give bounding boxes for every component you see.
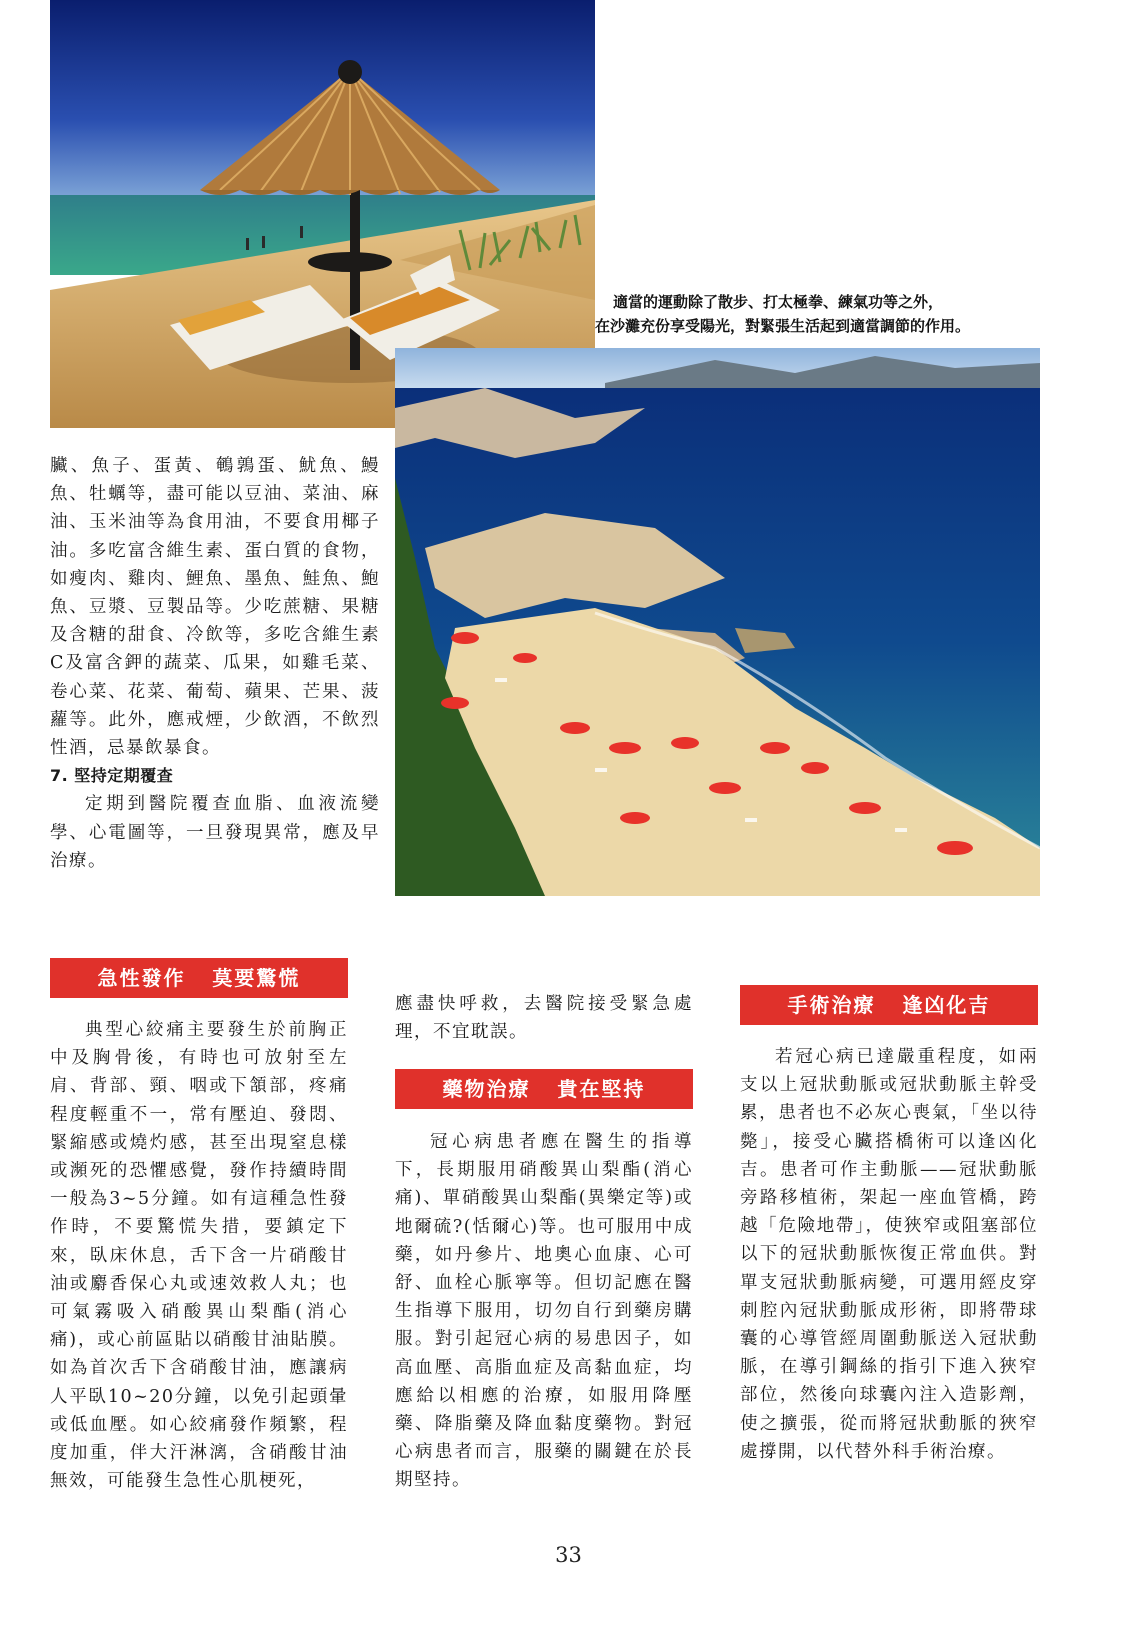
regular-checkup-subhead: 7. 堅持定期覆查 [50,766,174,786]
caption-line-1: 適當的運動除了散步、打太極拳、練氣功等之外， [613,293,944,311]
rocky-cove-beach-photo [395,348,1040,896]
regular-checkup-paragraph: 定期到醫院覆查血脂、血液流變學、心電圖等，一旦發現異常，應及早治療。 [50,794,380,871]
cove-illustration [395,348,1040,896]
acute-attack-column [50,1016,348,1495]
acute-attack-continued [395,990,693,1046]
drug-treatment-column [395,1128,693,1495]
surgery-heading: 手術治療 逢凶化吉 [740,985,1038,1025]
diet-advice-paragraph: 臟、魚子、蛋黃、鵪鶉蛋、魷魚、鰻魚、牡蠣等，盡可能以豆油、菜油、麻油、玉米油等為食用油，不要食用椰子油。多吃富含維生素、蛋白質的食物，如瘦肉、雞肉、鯉魚、墨魚、鮭魚、鮑魚、豆漿、豆製品等。少吃蔗糖、果糖及含糖的甜食、冷飲等，多吃含維生素C及富含鉀的蔬菜、瓜果，如雞毛菜、卷心菜、花菜、葡萄、蘋果、芒果、菠蘿等。此外，應戒煙，少飲酒，不飲烈性酒，忌暴飲暴食。 [50,456,380,759]
acute-attack-paragraph: 典型心絞痛主要發生於前胸正中及胸骨後，有時也可放射至左肩、背部、頸、咽或下頷部，疼痛程度輕重不一，常有壓迫、發悶、緊縮感或燒灼感，甚至出現窒息樣或瀕死的恐懼感覺，發作持續時間一般為3~5分鐘。如有這種急性發作時，不要驚慌失措，要鎮定下來，臥床休息，舌下含一片硝酸甘油或麝香保心丸或速效救人丸；也可氣霧吸入硝酸異山梨酯(消心痛)，或心前區貼以硝酸甘油貼膜。如為首次舌下含硝酸甘油，應讓病人平臥10~20分鐘，以免引起頭暈或低血壓。如心絞痛發作頻繁，程度加重，伴大汗淋漓，含硝酸甘油無效，可能發生急性心肌梗死， [50,1020,348,1492]
acute-attack-heading: 急性發作 莫要驚慌 [50,958,348,998]
acute-attack-continued-paragraph: 應盡快呼救，去醫院接受緊急處理，不宜耽誤。 [395,994,693,1043]
photo-caption [595,290,1065,338]
surgery-column [740,1043,1038,1466]
caption-line-2: 在沙灘充份享受陽光，對緊張生活起到適當調節的作用。 [595,317,971,335]
diet-advice-column [50,452,380,875]
surgery-paragraph: 若冠心病已達嚴重程度，如兩支以上冠狀動脈或冠狀動脈主幹受累，患者也不必灰心喪氣，「坐以待斃」，接受心臟搭橋術可以逢凶化吉。患者可作主動脈——冠狀動脈旁路移植術，架起一座血管橋，跨越「危險地帶」，使狹窄或阻塞部位以下的冠狀動脈恢復正常血供。對單支冠狀動脈病變，可選用經皮穿刺腔內冠狀動脈成形術，即將帶球囊的心導管經周圍動脈送入冠狀動脈，在導引鋼絲的指引下進入狹窄部位，然後向球囊內注入造影劑，使之擴張，從而將冠狀動脈的狹窄處撐開，以代替外科手術治療。 [740,1047,1038,1462]
page-number: 33 [555,1543,582,1567]
drug-treatment-paragraph: 冠心病患者應在醫生的指導下，長期服用硝酸異山梨酯(消心痛)、單硝酸異山梨酯(異樂定等)或地爾硫?(恬爾心)等。也可服用中成藥，如丹參片、地奧心血康、心可舒、血栓心脈寧等。但切記應在醫生指導下服用，切勿自行到藥房購服。對引起冠心病的易患因子，如高血壓、高脂血症及高黏血症，均應給以相應的治療，如服用降壓藥、降脂藥及降血黏度藥物。對冠心病患者而言，服藥的關鍵在於長期堅持。 [395,1132,693,1491]
drug-treatment-heading: 藥物治療 貴在堅持 [395,1069,693,1109]
